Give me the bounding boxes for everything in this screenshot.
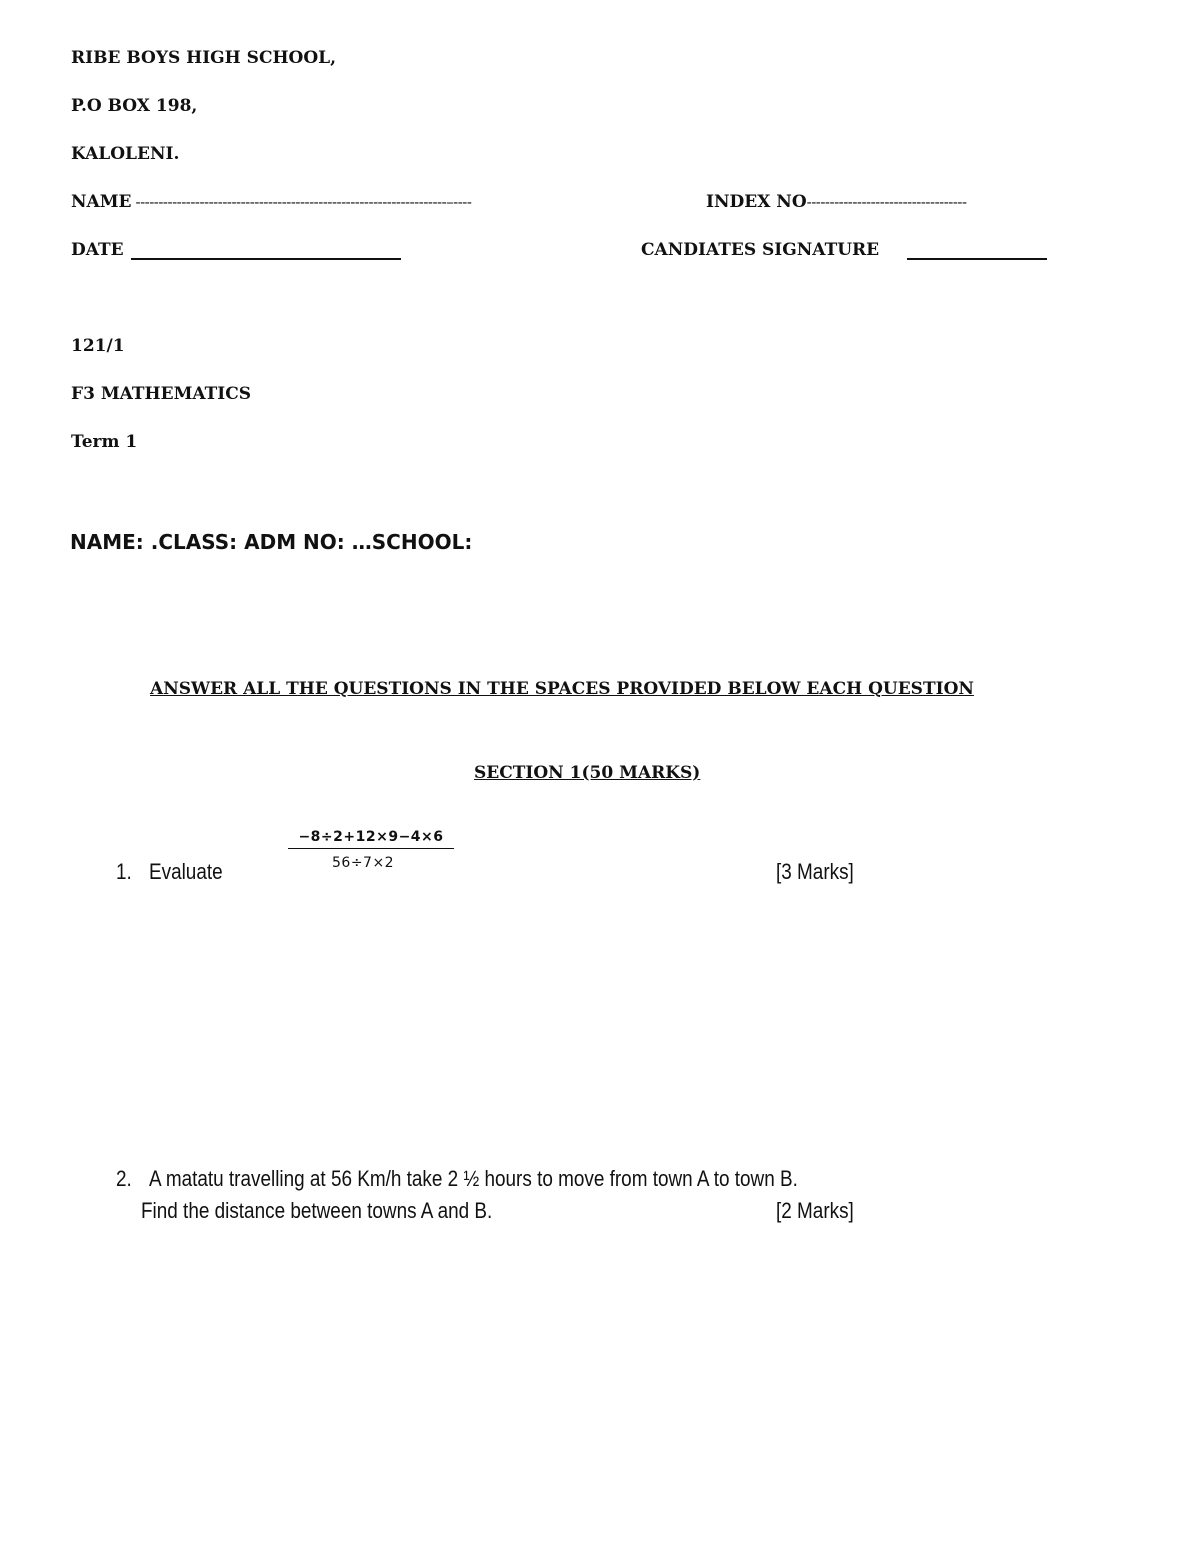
date-field[interactable] bbox=[131, 258, 401, 260]
question-1-fraction bbox=[288, 829, 454, 871]
signature-field[interactable] bbox=[907, 258, 1047, 260]
name-label: NAME bbox=[71, 192, 132, 212]
name-row bbox=[71, 192, 651, 216]
question-2-line-1: A matatu travelling at 56 Km/h take 2 ½ hours to move from town A to town B. bbox=[149, 1166, 798, 1191]
question-1-text: Evaluate bbox=[149, 859, 223, 884]
fraction-denominator: 56÷7×2 bbox=[332, 855, 395, 871]
paper-code: 121/1 bbox=[71, 336, 125, 356]
subject: F3 MATHEMATICS bbox=[71, 384, 252, 404]
question-2-line-2: Find the distance between towns A and B. bbox=[141, 1198, 493, 1223]
index-field[interactable]: ----------------------------------- bbox=[806, 193, 967, 211]
instructions: ANSWER ALL THE QUESTIONS IN THE SPACES PROVIDED BELOW EACH QUESTION bbox=[150, 679, 974, 699]
student-details-line: NAME: .CLASS: ADM NO: …SCHOOL: bbox=[70, 530, 473, 554]
school-name: RIBE BOYS HIGH SCHOOL, bbox=[71, 48, 337, 68]
question-2-marks: [2 Marks] bbox=[776, 1198, 854, 1223]
po-box: P.O BOX 198, bbox=[71, 96, 198, 116]
index-label: INDEX NO bbox=[706, 192, 807, 212]
question-1-number: 1. bbox=[116, 859, 132, 884]
date-label: DATE bbox=[71, 240, 124, 260]
town: KALOLENI. bbox=[71, 144, 180, 164]
question-2-number: 2. bbox=[116, 1166, 132, 1191]
section-title: SECTION 1(50 MARKS) bbox=[474, 763, 701, 783]
signature-label: CANDIATES SIGNATURE bbox=[641, 240, 880, 260]
name-field[interactable]: --------------------------------------------------------------------–---- bbox=[135, 193, 472, 211]
fraction-numerator: −8÷2+12×9−4×6 bbox=[288, 829, 454, 849]
index-row bbox=[706, 192, 1066, 216]
question-1-marks: [3 Marks] bbox=[776, 859, 854, 884]
term: Term 1 bbox=[71, 432, 138, 452]
